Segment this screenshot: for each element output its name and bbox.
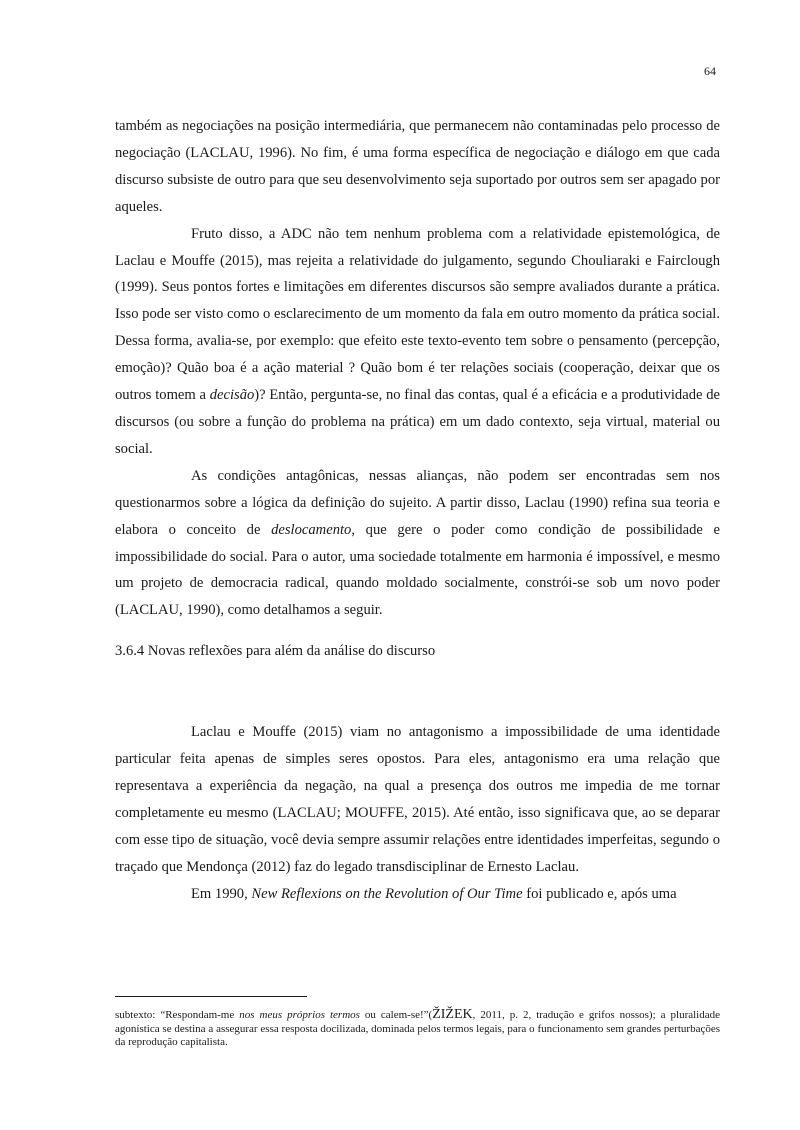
paragraph-4-text: Laclau e Mouffe (2015) viam no antagonismo a impossibilidade de uma identidade particular feita apenas de simples seres opostos. Para eles, antagonismo era uma relação que representava a experiência da negação, na qual a presença dos outros me impedia de me tornar completamente eu mesmo (LACLAU; MOUFFE, 2015). Até então, isso significava que, ao se deparar com esse tipo de situação, você devia sempre assumir relações entre identidades imperfeitas, segundo o traçado que Mendonça (2012) faz do legado transdisciplinar de Ernesto Laclau. — [115, 724, 720, 875]
paragraph-2-text-a: Fruto disso, a ADC não tem nenhum problema com a relatividade epistemológica, de Laclau e Mouffe (2015), mas rejeita a relatividade do julgamento, segundo Chouliaraki e Fairclough (1999). Seus pontos fortes e limitações em diferentes discursos são sempre avaliados durante a prática. Isso pode ser visto como o esclarecimento de um momento da fala em outro momento da prática social. Dessa forma, avalia-se, por exemplo: que efeito este texto-evento tem sobre o pensamento (percepção, emoção)? Quão boa é a ação material ? Quão bom é ter relações sociais (cooperação, deixar que os outros tomem a — [115, 225, 720, 404]
footnote-author: ŽIŽEK — [432, 1007, 473, 1022]
paragraph-2 — [115, 221, 720, 463]
paragraph-4 — [115, 719, 720, 880]
paragraph-3-text-a: As condições antagônicas, nessas alianças, não podem ser encontradas sem nos questionarmos sobre a lógica da definição do sujeito. A partir disso, Laclau (1990) refina sua teoria e elabora o conceito de — [115, 467, 720, 538]
paragraph-2-text-b: )? Então, pergunta-se, no final das contas, qual é a eficácia e a produtividade de discursos (ou sobre a função do problema na prática) em um dado contexto, seja virtual, material ou social. — [115, 387, 720, 457]
footnote — [115, 1008, 720, 1050]
footnote-text-c: , 2011, p. 2, tradução e grifos nossos); a pluralidade agonística se destina a assegurar essa resposta docilizada, dominada pelos termos legais, para o funcionamento sem grandes perturbações da reprodução capitalista. — [115, 1009, 720, 1048]
paragraph-5-book-title: New Reflexions on the Revolution of Our Time — [251, 885, 523, 902]
footnote-italic-term: nos meus próprios termos — [239, 1009, 360, 1021]
paragraph-1-text: também as negociações na posição intermediária, que permanecem não contaminadas pelo processo de negociação (LACLAU, 1996). No fim, é uma forma específica de negociação e diálogo em que cada discurso subsiste de outro para que seu desenvolvimento seja suportado por outros sem ser apagado por aqueles. — [115, 118, 720, 215]
paragraph-3 — [115, 463, 720, 624]
section-heading — [115, 638, 720, 665]
paragraph-2-italic-term: decisão — [209, 387, 255, 404]
paragraph-3-italic-term: deslocamento — [271, 521, 352, 538]
paragraph-5 — [115, 881, 720, 908]
body-text — [115, 113, 720, 907]
section-heading-text: 3.6.4 Novas reflexões para além da análise do discurso — [115, 643, 436, 660]
paragraph-5-text-a: Em 1990, — [191, 885, 252, 902]
paragraph-1 — [115, 113, 720, 221]
footnote-separator — [115, 996, 307, 997]
page-number: 64 — [704, 64, 716, 78]
paragraph-5-text-b: foi publicado e, após uma — [522, 885, 677, 902]
paragraph-3-text-b: , que gere o poder como condição de possibilidade e impossibilidade do social. Para o autor, uma sociedade totalmente em harmonia é impossível, e mesmo um projeto de democracia radical, quando moldado socialmente, constrói-se sob um novo poder (LACLAU, 1990), como detalhamos a seguir. — [115, 521, 720, 619]
footnote-text-b: ou calem-se!”( — [359, 1009, 433, 1021]
footnote-text-a: subtexto: “Respondam-me — [115, 1009, 240, 1021]
